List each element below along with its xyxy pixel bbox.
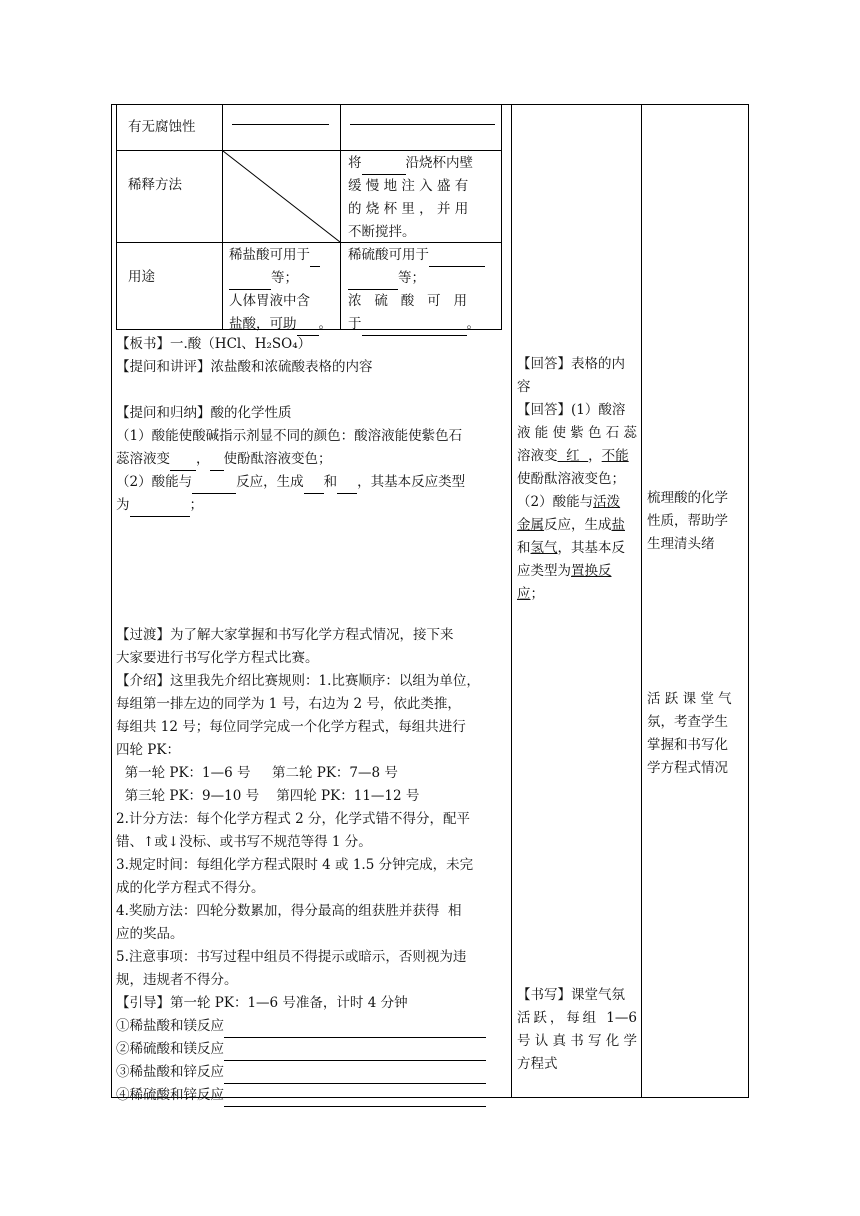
answer-line: 使酚酞溶液变色； [517,471,625,487]
intent-line: 生理清头绪 [647,536,715,552]
intro-line: 每组第一排左边的同学为 1 号，右边为 2 号，依此类推， [116,696,461,712]
property-1: （1）酸能使酸碱指示剂显不同的颜色：酸溶液能使紫色石 [116,428,463,444]
blank-line [232,124,329,125]
ask-review-line: 【提问和讲评】浓盐酸和浓硫酸表格的内容 [116,359,373,375]
column-divider [511,104,512,1098]
write-line: 号认真书写化学 [517,1033,637,1049]
guide-line: 【引导】第一轮 PK：1—6 号准备，计时 4 分钟 [116,995,408,1011]
competition-section [116,624,508,1107]
transition-line: 【过渡】为了解大家掌握和书写化学方程式情况，接下来 [116,627,454,643]
answer-line: 容 [517,379,531,395]
notice-line: 5.注意事项：书写过程中组员不得提示或暗示，否则视为违 [116,949,467,965]
design-intent-block-2 [647,688,745,780]
answer-line: 【回答】(1）酸溶 [517,402,626,418]
time-line: 3.规定时间：每组化学方程式限时 4 或 1.5 分钟完成，未完 [116,857,474,873]
property-1-cont: 蕊溶液变 ， 使酚酞溶液变色； [116,448,508,471]
property-2-cont: 为 ； [116,494,508,517]
row-label-usage: 用途 [128,269,155,285]
student-activity-column [517,353,637,606]
ask-summary-line: 【提问和归纳】酸的化学性质 [116,405,292,421]
row-label-dilution: 稀释方法 [128,177,182,193]
notice-line: 规，违规者不得分。 [116,972,238,988]
intent-line: 学方程式情况 [647,760,728,776]
h2so4-usage-text: 稀硫酸可用于 等； 浓 硫 酸 可 用 于 。 [348,244,496,336]
blackboard-line: 【板书】一.酸（HCl、H₂SO₄） [116,336,312,352]
intro-line: 四轮 PK： [116,742,180,758]
intro-line: 【介绍】这里我先介绍比赛规则：1.比赛顺序：以组为单位， [116,673,480,689]
reaction-item: ②稀硫酸和镁反应 [116,1038,508,1061]
scoring-line: 错、↑或↓没标、或书写不规范等得 1 分。 [116,834,372,850]
answer-line: （2）酸能与活泼 [517,494,621,510]
scoring-line: 2.计分方法：每个化学方程式 2 分，化学式错不得分，配平 [116,811,471,827]
answer-line: 溶液变 红 ，不能 [517,448,629,464]
property-2: （2）酸能与 反应，生成 和 ，其基本反应类型 [116,471,508,494]
row-label-corrosive: 有无腐蚀性 [128,119,196,135]
answer-line: 液能使紫色石蕊 [517,425,637,441]
rounds-line: 第一轮 PK：1—6 号 第二轮 PK：7—8 号 [116,765,398,781]
intent-line: 氛，考查学生 [647,714,728,730]
hcl-usage-text: 稀盐酸可用于 等； 人体胃液中含 盐酸，可助 。 [229,244,335,336]
transition-line: 大家要进行书写化学方程式比赛。 [116,650,319,666]
intent-line: 掌握和书写化 [647,737,728,753]
write-line: 【书写】课堂气氛 [517,987,625,1003]
answer-line: 应类型为置换反 [517,563,612,579]
design-intent-column [647,487,745,556]
column-divider [641,104,642,1098]
reward-line: 应的奖品。 [116,926,184,942]
blank-line [350,124,495,125]
diagonal-slash [223,151,340,242]
dilution-method-text: 将 沿烧杯内壁 缓 慢 地 注 入 盛 有 的 烧 杯 里 ， 并 用 不断搅拌。 [348,155,473,240]
time-line: 成的化学方程式不得分。 [116,880,265,896]
intent-line: 性质，帮助学 [647,513,728,529]
reward-line: 4.奖励方法：四轮分数累加，得分最高的组获胜并获得 相 [116,903,462,919]
student-write-block [517,984,637,1076]
rounds-line: 第三轮 PK：9—10 号 第四轮 PK：11—12 号 [116,788,420,804]
intent-line: 活 跃 课 堂 气 [647,691,732,707]
intro-line: 每组共 12 号；每位同学完成一个化学方程式，每组共进行 [116,719,466,735]
reaction-item: ③稀盐酸和锌反应 [116,1061,508,1084]
intent-line: 梳理酸的化学 [647,490,728,506]
answer-line: 【回答】表格的内 [517,356,625,372]
reaction-item: ④稀硫酸和锌反应 [116,1084,508,1107]
answer-line: 应； [517,586,544,602]
answer-line: 金属反应，生成盐 [517,517,625,533]
acid-property-table [116,104,502,330]
write-line: 活跃，每组 1—6 [517,1010,637,1026]
teacher-activity-column [116,333,508,517]
answer-line: 和氢气，其基本反 [517,540,625,556]
reaction-item: ①稀盐酸和镁反应 [116,1015,508,1038]
write-line: 方程式 [517,1056,558,1072]
